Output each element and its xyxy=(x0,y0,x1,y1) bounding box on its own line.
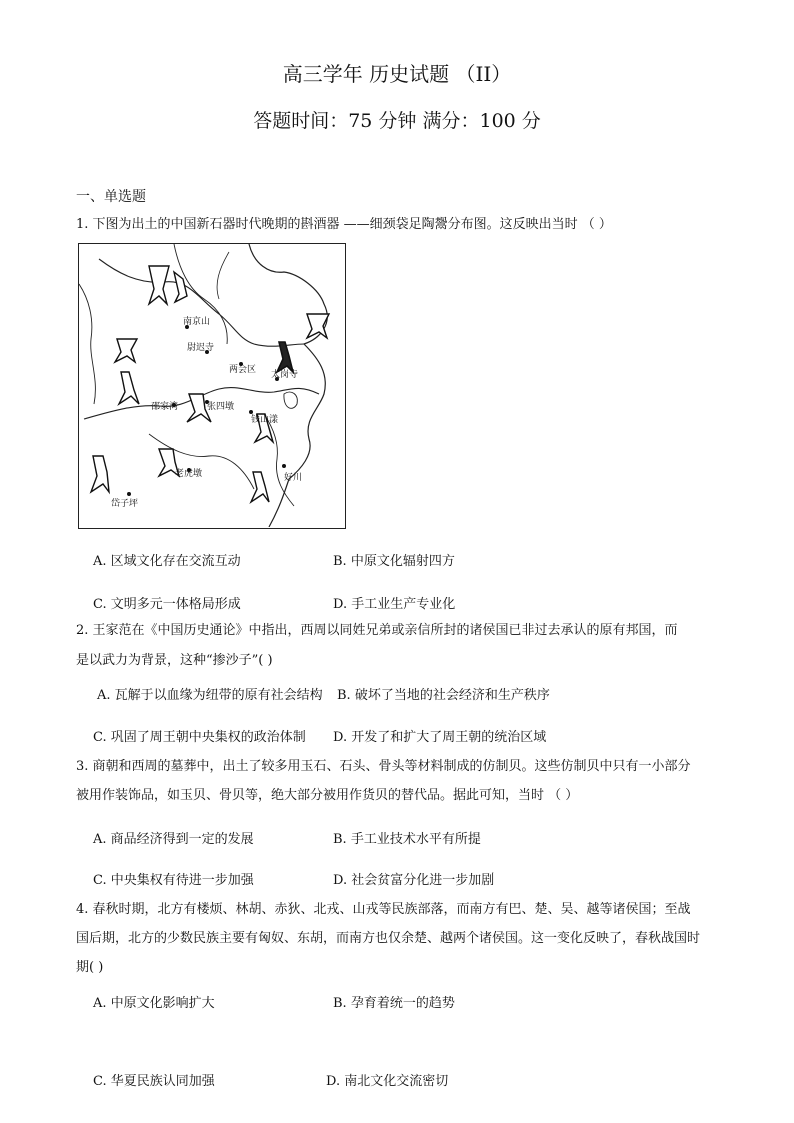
option-c[interactable]: C. 巩固了周王朝中央集权的政治体制 xyxy=(93,730,306,745)
question-2-stem-line: 2. 王家范在《中国历史通论》中指出，西周以同姓兄弟或亲信所封的诸侯国已非过去承认的原有邦国，而 xyxy=(76,623,678,638)
option-a[interactable]: A. 商品经济得到一定的发展 xyxy=(93,832,254,847)
map-place-label: 好川 xyxy=(284,473,303,483)
option-b[interactable]: B. 中原文化辐射四方 xyxy=(333,554,455,569)
option-d[interactable]: D. 社会贫富分化进一步加剧 xyxy=(333,873,495,888)
exam-info: 答题时间：75 分钟 满分：100 分 xyxy=(253,110,541,132)
question-4-stem-line: 4. 春秋时期，北方有楼烦、林胡、赤狄、北戎、山戎等民族部落，而南方有巴、楚、吴、越等诸侯国；至战 xyxy=(76,902,691,917)
option-d[interactable]: D. 开发了和扩大了周王朝的统治区域 xyxy=(333,730,547,745)
option-b[interactable]: B. 孕育着统一的趋势 xyxy=(333,996,455,1011)
option-c[interactable]: C. 文明多元一体格局形成 xyxy=(93,597,241,612)
pottery-vessel-icon xyxy=(277,342,293,372)
option-a[interactable]: A. 区域文化存在交流互动 xyxy=(93,554,241,569)
pottery-vessel-icon xyxy=(149,266,187,304)
question-3-stem-line: 被用作装饰品，如玉贝、骨贝等，绝大部分被用作货贝的替代品。据此可知，当时 （ ） xyxy=(76,788,579,803)
map-place-label: 岱子坪 xyxy=(111,499,139,509)
pottery-vessel-icon xyxy=(251,472,269,502)
question-2-stem-line: 是以武力为背景，这种“掺沙子”( ) xyxy=(76,653,273,668)
option-a[interactable]: A. 中原文化影响扩大 xyxy=(93,996,215,1011)
option-c[interactable]: C. 中央集权有待进一步加强 xyxy=(93,873,254,888)
question-3-stem-line: 3. 商朝和西周的墓葬中，出土了较多用玉石、石头、骨头等材料制成的仿制贝。这些仿制贝中只有一小部分 xyxy=(76,759,691,774)
lake xyxy=(284,392,297,408)
question-1-map xyxy=(78,243,346,529)
option-b[interactable]: B. 破坏了当地的社会经济和生产秩序 xyxy=(337,688,550,703)
river-bend xyxy=(217,252,229,299)
option-b[interactable]: B. 手工业技术水平有所提 xyxy=(333,832,481,847)
map-place-label: 老虎墩 xyxy=(175,469,203,479)
question-4-stem-line: 国后期，北方的少数民族主要有匈奴、东胡，而南方也仅余楚、越两个诸侯国。这一变化反映了，春秋战国时 xyxy=(76,931,701,946)
option-d[interactable]: D. 南北文化交流密切 xyxy=(326,1074,449,1089)
option-a[interactable]: A. 瓦解于以血缘为纽带的原有社会结构 xyxy=(97,688,323,703)
map-place-label: 张四墩 xyxy=(207,402,235,412)
map-place-label: 南京山 xyxy=(183,317,211,327)
pottery-vessel-icon xyxy=(115,339,137,362)
pottery-vessel-icon xyxy=(91,456,109,492)
question-1-stem: 1. 下图为出土的中国新石器时代晚期的斟酒器 ——细颈袋足陶鬶分布图。这反映出当时 （ ） xyxy=(76,217,612,232)
river-west xyxy=(79,284,95,404)
map-place-label: 邵家湾 xyxy=(151,402,179,412)
map-place-label: 尉迟寺 xyxy=(187,343,215,353)
map-place-label: 两会区 xyxy=(229,365,257,375)
option-d[interactable]: D. 手工业生产专业化 xyxy=(333,597,456,612)
map-place-label: 钱山漾 xyxy=(251,415,279,425)
question-4-stem-line: 期( ) xyxy=(76,960,104,975)
pottery-vessel-icon xyxy=(119,372,139,404)
yellow-river xyxy=(99,259,304,346)
option-c[interactable]: C. 华夏民族认同加强 xyxy=(93,1074,215,1089)
map-place-label: 太岗寺 xyxy=(271,370,299,380)
page-title: 高三学年 历史试题 （II） xyxy=(282,62,512,86)
section-heading: 一、单选题 xyxy=(76,189,146,205)
